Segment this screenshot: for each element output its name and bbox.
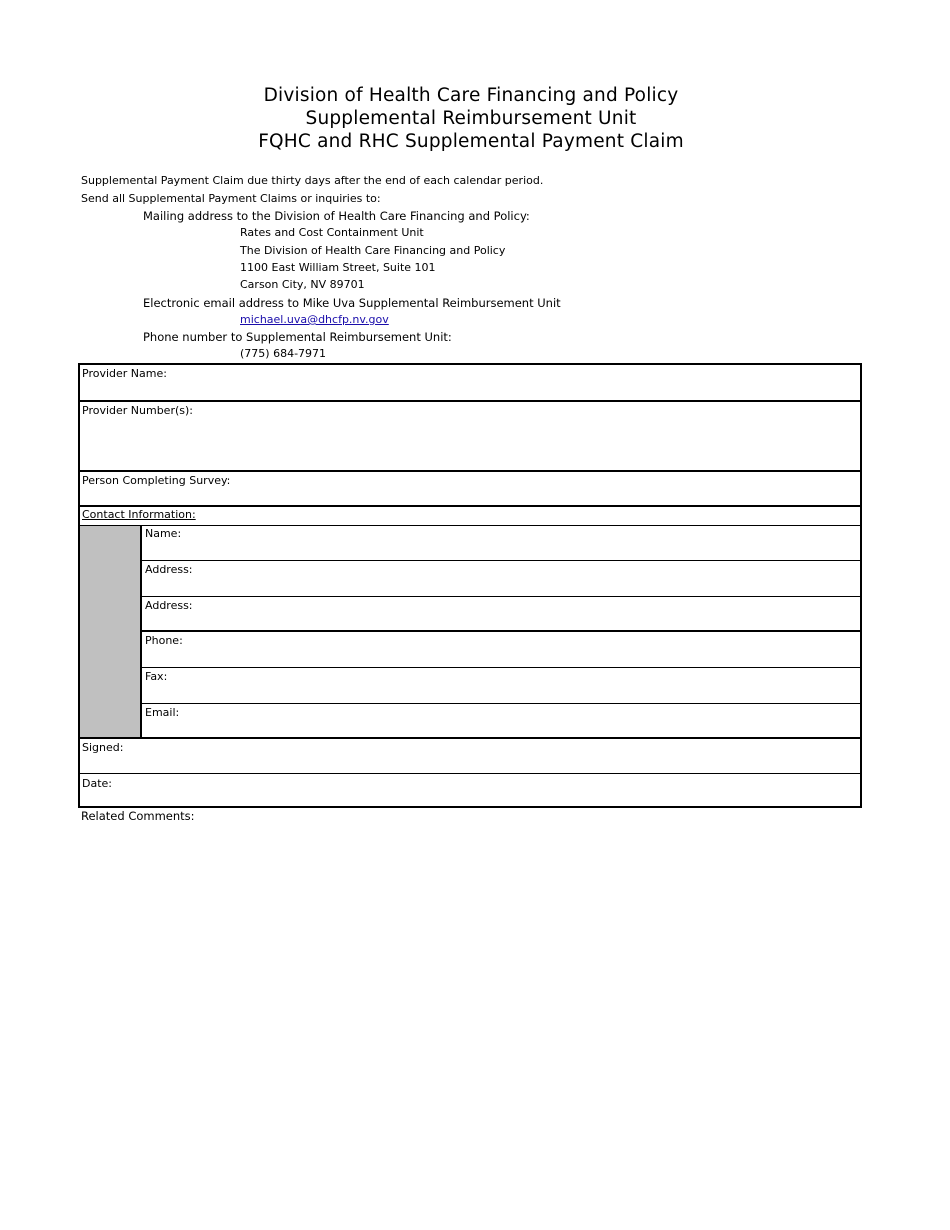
date-field[interactable] (80, 775, 860, 808)
mailing-label: Mailing address to the Division of Health Care Financing and Policy: (143, 209, 530, 223)
provider-numbers-field[interactable] (80, 402, 860, 472)
contact-email-label: Email: (145, 706, 180, 719)
contact-address1-field[interactable] (142, 561, 860, 596)
phone-label: Phone number to Supplemental Reimbursement Unit: (143, 330, 452, 344)
contact-name-field[interactable] (142, 525, 860, 560)
contact-info-header (80, 507, 860, 525)
claim-form (78, 363, 862, 808)
address-line: Rates and Cost Containment Unit (240, 226, 424, 239)
person-completing-label: Person Completing Survey: (82, 474, 231, 487)
provider-name-field[interactable] (80, 365, 860, 401)
person-completing-field[interactable] (80, 472, 860, 506)
send-text: Send all Supplemental Payment Claims or inquiries to: (81, 192, 381, 205)
address-line: The Division of Health Care Financing and Policy (240, 244, 506, 257)
title-claim: FQHC and RHC Supplemental Payment Claim (258, 131, 684, 152)
address-line: 1100 East William Street, Suite 101 (240, 261, 436, 274)
divider (142, 525, 860, 526)
provider-name-label: Provider Name: (82, 367, 167, 380)
title-unit: Supplemental Reimbursement Unit (305, 108, 637, 129)
contact-info-label: Contact Information: (82, 508, 196, 521)
signed-field[interactable] (80, 739, 860, 774)
contact-phone-label: Phone: (145, 634, 183, 647)
provider-numbers-label: Provider Number(s): (82, 404, 193, 417)
date-label: Date: (82, 777, 112, 790)
contact-shaded-column (80, 525, 142, 738)
signed-label: Signed: (82, 741, 124, 754)
due-text: Supplemental Payment Claim due thirty days after the end of each calendar period. (81, 174, 544, 187)
email-label: Electronic email address to Mike Uva Supplemental Reimbursement Unit (143, 296, 561, 310)
contact-address1-label: Address: (145, 563, 193, 576)
contact-email-field[interactable] (142, 704, 860, 738)
email-link[interactable]: michael.uva@dhcfp.nv.gov (240, 313, 389, 326)
contact-address2-field[interactable] (142, 597, 860, 631)
title-division: Division of Health Care Financing and Policy (263, 85, 679, 106)
contact-name-label: Name: (145, 527, 182, 540)
contact-fax-field[interactable] (142, 668, 860, 703)
address-line: Carson City, NV 89701 (240, 278, 365, 291)
divider (80, 773, 860, 774)
contact-fax-label: Fax: (145, 670, 168, 683)
contact-address2-label: Address: (145, 599, 193, 612)
contact-phone-field[interactable] (142, 632, 860, 667)
phone-number: (775) 684-7971 (240, 347, 327, 360)
form-title-block (0, 84, 942, 153)
related-comments-label: Related Comments: (81, 809, 195, 823)
